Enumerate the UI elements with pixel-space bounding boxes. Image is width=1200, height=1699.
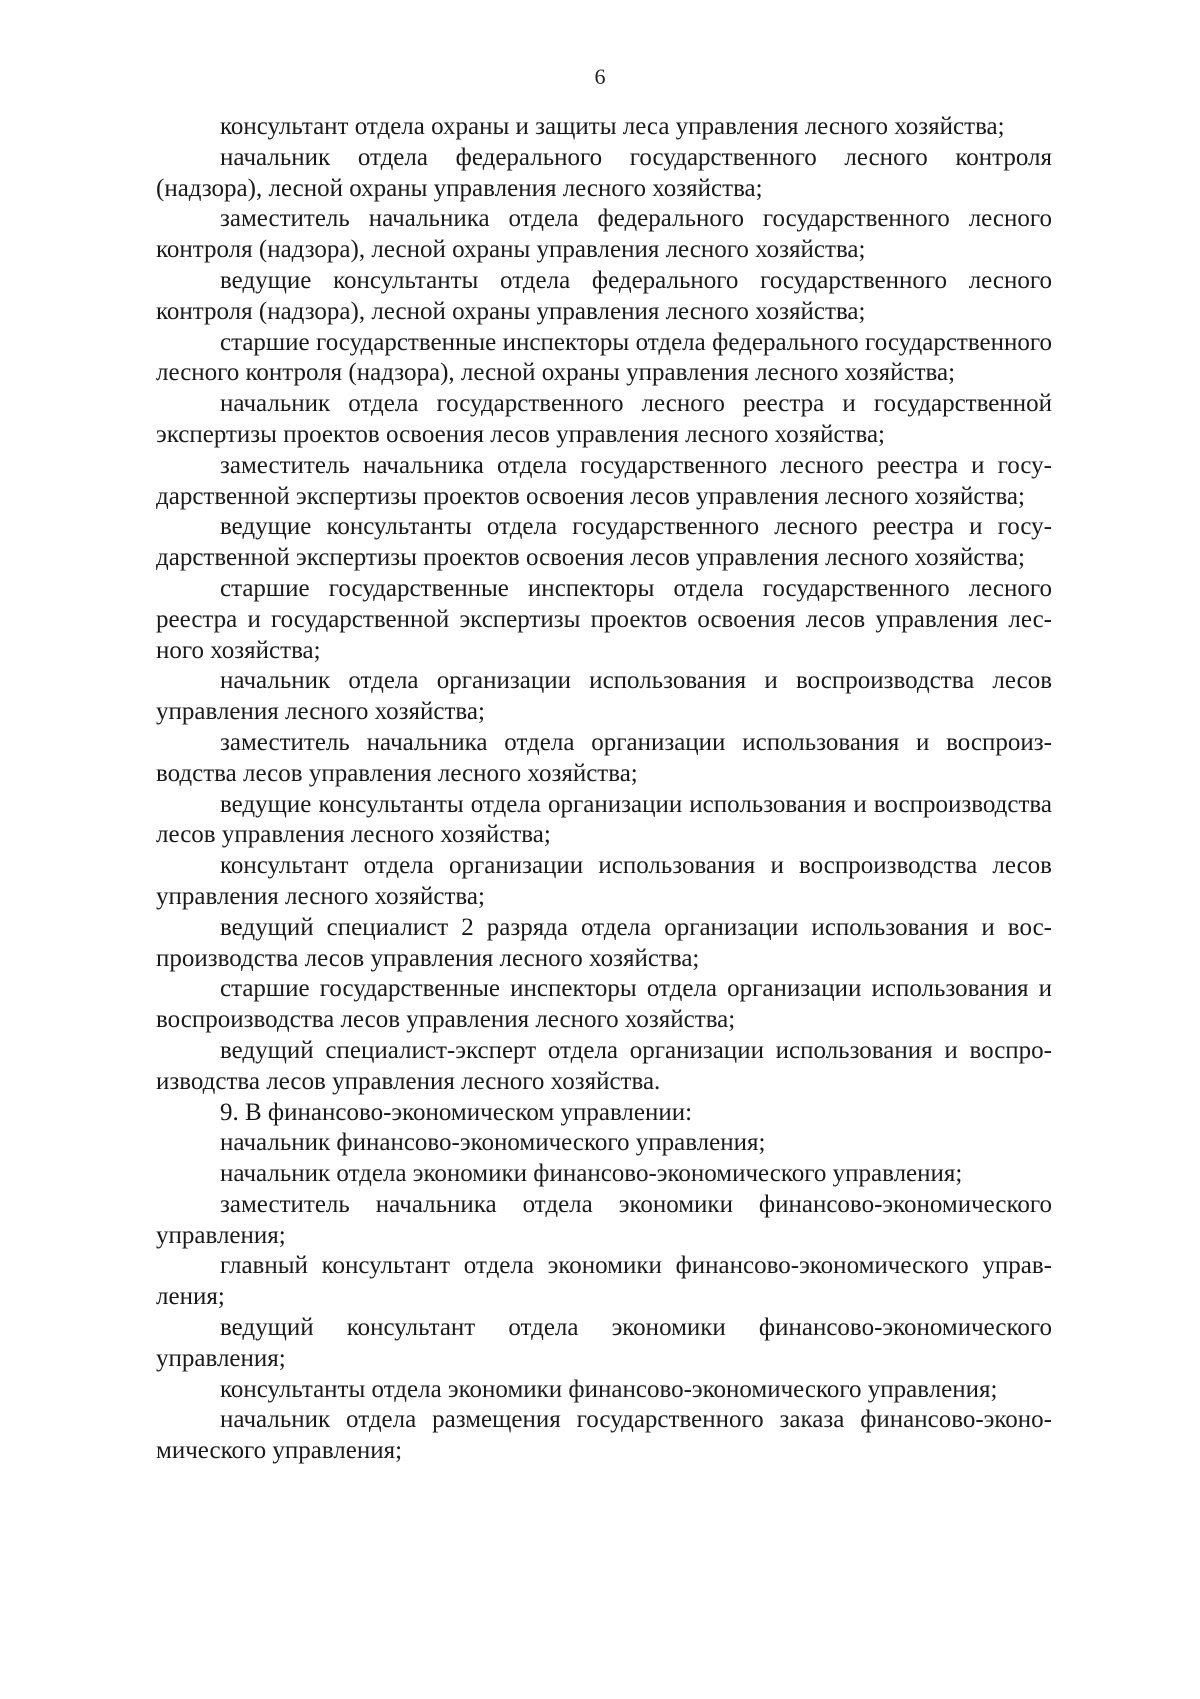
- paragraph: ведущий специалист 2 разряда отдела организации использования и воспроизводства лесов управления лесного хозяйства;: [156, 913, 1052, 972]
- paragraph: консультант отдела организации использования и воспроизводства лесов управления лесного хозяйства;: [156, 852, 1052, 910]
- paragraph: заместитель начальника отдела государственного лесного реестра и государственной экспертизы проектов освоения лесов управления лесного хозяйства;: [156, 451, 1052, 510]
- paragraph: старшие государственные инспекторы отдела федерального государственного лесного контроля (надзора), лесной охраны управления лесного хозяйства;: [156, 328, 1052, 387]
- page-number: 6: [594, 64, 606, 89]
- paragraph: ведущие консультанты отдела государственного лесного реестра и государственной экспертизы проектов освоения лесов управления лесного хозяйства;: [156, 513, 1052, 572]
- paragraph: ведущие консультанты отдела организации использования и воспроизводства лесов управления лесного хозяйства;: [156, 790, 1052, 849]
- paragraph: заместитель начальника отдела экономики финансово-экономического управления;: [156, 1190, 1052, 1249]
- paragraph: начальник отдела экономики финансово-экономического управления;: [220, 1160, 963, 1188]
- paragraph: заместитель начальника отдела федерального государственного лесного контроля (надзора), лесной охраны управления лесного хозяйства;: [156, 205, 1052, 264]
- paragraph: ведущий специалист-эксперт отдела организации использования и воспроизводства лесов управления лесного хозяйства.: [156, 1036, 1052, 1095]
- paragraph: главный консультант отдела экономики финансово-экономического управления;: [156, 1252, 1052, 1311]
- paragraph: начальник отдела федерального государственного лесного контроля (надзора), лесной охраны управления лесного хозяйства;: [156, 143, 1052, 202]
- paragraph: старшие государственные инспекторы отдела организации использования и воспроизводства лесов управления лесного хозяйства;: [156, 975, 1052, 1034]
- paragraph: ведущий консультант отдела экономики финансово-экономического управления;: [156, 1314, 1052, 1372]
- section-heading-paragraph: 9. В финансово-экономическом управлении:: [220, 1098, 693, 1126]
- paragraph: начальник отдела размещения государственного заказа финансово-экономического управления;: [156, 1406, 1052, 1465]
- paragraph: начальник отдела организации использования и воспроизводства лесов управления лесного хозяйства;: [156, 667, 1052, 726]
- paragraph: заместитель начальника отдела организации использования и воспроизводства лесов управления лесного хозяйства;: [156, 728, 1052, 787]
- paragraph: старшие государственные инспекторы отдела государственного лесного реестра и государственной экспертизы проектов освоения лесов управления лесного хозяйства;: [156, 574, 1052, 664]
- paragraph: консультанты отдела экономики финансово-экономического управления;: [220, 1375, 998, 1403]
- document-body: [156, 112, 1052, 1467]
- paragraph: ведущие консультанты отдела федерального государственного лесного контроля (надзора), лесной охраны управления лесного хозяйства;: [156, 266, 1052, 325]
- paragraph: консультант отдела охраны и защиты леса управления лесного хозяйства;: [220, 113, 1005, 140]
- paragraph: начальник финансово-экономического управления;: [220, 1129, 766, 1157]
- paragraph: начальник отдела государственного лесного реестра и государственной экспертизы проектов освоения лесов управления лесного хозяйства;: [156, 390, 1052, 448]
